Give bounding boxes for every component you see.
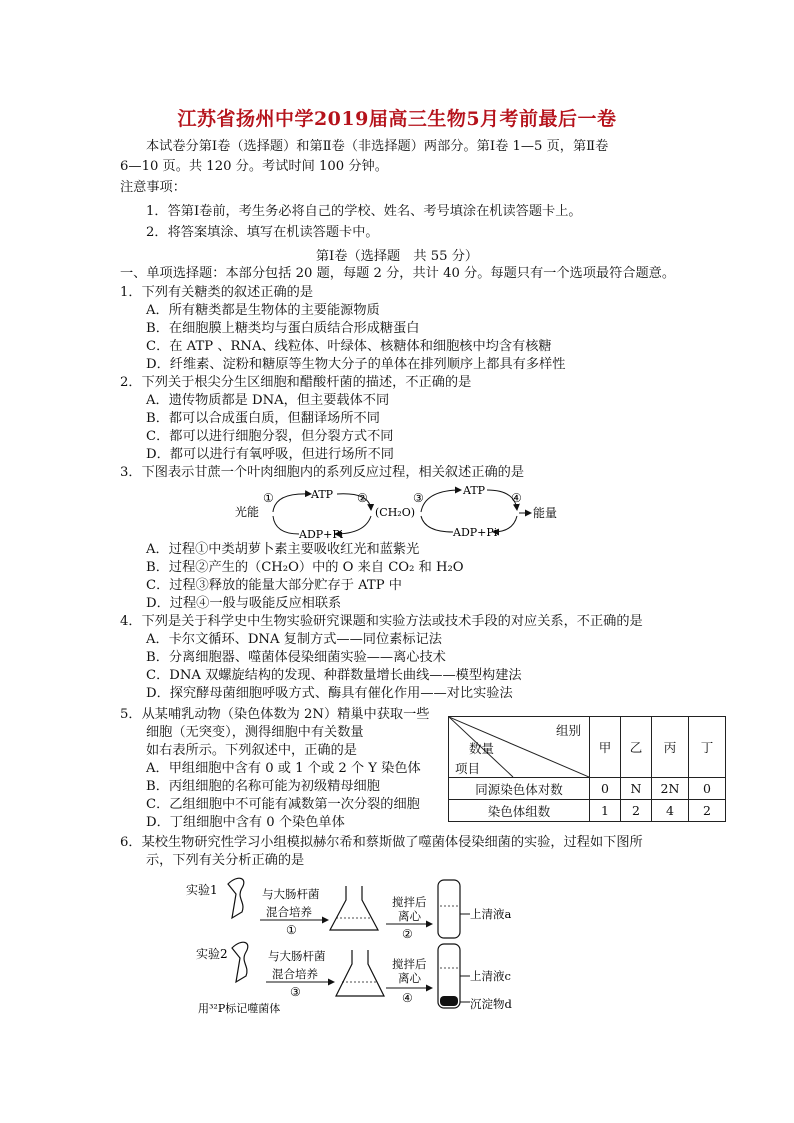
q5-option-d: D．丁组细胞中含有 0 个染色单体 bbox=[146, 815, 345, 830]
q4-option-b: B．分离细胞器、噬菌体侵染细菌实验——离心技术 bbox=[146, 650, 446, 665]
q5-table-header-cell bbox=[449, 717, 590, 778]
q5-row2-cell: 2 bbox=[689, 800, 726, 822]
q1-stem: 1．下列有关糖类的叙述正确的是 bbox=[120, 285, 314, 300]
q1-option-a: A．所有糖类都是生物体的主要能源物质 bbox=[146, 303, 380, 318]
q6-flask-1-icon bbox=[330, 886, 378, 930]
note-1: 1．答第Ⅰ卷前，考生务必将自己的学校、姓名、考号填涂在机读答题卡上。 bbox=[146, 204, 582, 219]
q5-hdr-group: 组别 bbox=[555, 723, 581, 738]
q2-option-c: C．都可以进行细胞分裂，但分裂方式不同 bbox=[146, 429, 394, 444]
q6-mix1-b: 混合培养 bbox=[266, 905, 312, 919]
q5-hdr-item: 项目 bbox=[455, 761, 481, 776]
q3-option-c: C．过程③释放的能量大部分贮存于 ATP 中 bbox=[146, 578, 402, 593]
exam-title: 江苏省扬州中学2019届高三生物5月考前最后一卷 bbox=[177, 108, 617, 130]
q6-supernatant-a: 上清液a bbox=[470, 907, 512, 921]
q5-col-jia: 甲 bbox=[590, 717, 621, 778]
q5-option-b: B．丙组细胞的名称可能为初级精母细胞 bbox=[146, 779, 380, 794]
q6-stir1-b: 离心 bbox=[398, 909, 421, 923]
q5-row1-cell: 0 bbox=[590, 778, 621, 800]
q5-row1-cell: 0 bbox=[689, 778, 726, 800]
q6-mix1-a: 与大肠杆菌 bbox=[262, 887, 320, 901]
q4-option-c: C．DNA 双螺旋结构的发现、种群数量增长曲线——模型构建法 bbox=[146, 668, 522, 683]
q6-sediment-d: 沉淀物d bbox=[470, 997, 512, 1011]
q2-option-b: B．都可以合成蛋白质，但翻译场所不同 bbox=[146, 411, 380, 426]
q6-supernatant-c: 上清液c bbox=[470, 969, 511, 983]
q4-stem: 4．下列是关于科学史中生物实验研究课题和实验方法或技术手段的对应关系，不正确的是 bbox=[120, 614, 643, 629]
q5-col-ding: 丁 bbox=[689, 717, 726, 778]
q6-stem-2: 示，下列有关分析正确的是 bbox=[146, 853, 305, 868]
q5-data-table bbox=[448, 716, 726, 822]
q3-adp-2: ADP+Pi bbox=[453, 526, 498, 539]
q5-row2-cell: 4 bbox=[652, 800, 689, 822]
q1-option-b: B．在细胞膜上糖类均与蛋白质结合形成糖蛋白 bbox=[146, 321, 420, 336]
q3-reaction-diagram bbox=[225, 482, 565, 544]
q3-step-2: ② bbox=[357, 491, 368, 505]
q6-phage-2-icon bbox=[232, 942, 248, 982]
q6-flask-2-icon bbox=[336, 950, 384, 996]
q6-experiment-diagram bbox=[186, 872, 546, 1022]
q6-mix2-b: 混合培养 bbox=[272, 967, 318, 981]
q6-stir2-a: 搅拌后 bbox=[392, 957, 427, 971]
q4-option-a: A．卡尔文循环、DNA 复制方式——同位素标记法 bbox=[146, 632, 442, 647]
q5-hdr-qty: 数量 bbox=[469, 741, 495, 756]
q3-adp-1: ADP+Pi bbox=[299, 528, 344, 541]
q5-row2-cell: 2 bbox=[621, 800, 652, 822]
q3-option-a: A．过程①中类胡萝卜素主要吸收红光和蓝紫光 bbox=[146, 542, 420, 557]
q5-row2-label: 染色体组数 bbox=[449, 800, 590, 822]
q3-atp-1: ATP bbox=[311, 488, 334, 501]
q6-stir2-b: 离心 bbox=[398, 971, 421, 985]
q2-stem: 2．下列关于根尖分生区细胞和醋酸杆菌的描述，不正确的是 bbox=[120, 375, 472, 390]
q6-stir1-a: 搅拌后 bbox=[392, 895, 427, 909]
q3-stem: 3．下图表示甘蔗一个叶肉细胞内的系列反应过程，相关叙述正确的是 bbox=[120, 465, 525, 480]
q6-tube-1-icon bbox=[438, 880, 460, 938]
q5-row1-cell: N bbox=[621, 778, 652, 800]
q2-option-a: A．遗传物质都是 DNA，但主要载体不同 bbox=[146, 393, 390, 408]
q3-energy-label: 能量 bbox=[533, 506, 558, 520]
q3-arrow-ch2o-atp bbox=[421, 490, 461, 512]
q3-arrow-adp2-back bbox=[421, 516, 453, 532]
q6-step-1: ① bbox=[286, 923, 297, 937]
q6-phage-1-icon bbox=[228, 878, 244, 918]
q6-step-3: ③ bbox=[290, 985, 301, 999]
q5-row2-cell: 1 bbox=[590, 800, 621, 822]
q4-option-d: D．探究酵母菌细胞呼吸方式、酶具有催化作用——对比实验法 bbox=[146, 686, 513, 701]
intro-line-1: 本试卷分第Ⅰ卷（选择题）和第Ⅱ卷（非选择题）两部分。第Ⅰ卷 1—5 页，第Ⅱ卷 bbox=[146, 139, 609, 154]
q5-stem-2: 细胞（无突变），测得细胞中有关数量 bbox=[146, 725, 364, 740]
q5-col-bing: 丙 bbox=[652, 717, 689, 778]
note-2: 2．将答案填涂、填写在机读答题卡中。 bbox=[146, 225, 379, 240]
q3-step-1: ① bbox=[263, 491, 274, 505]
q6-stem-1: 6．某校生物研究性学习小组模拟赫尔希和蔡斯做了噬菌体侵染细菌的实验，过程如下图所 bbox=[120, 835, 643, 850]
section-heading: 第Ⅰ卷（选择题 共 55 分） bbox=[315, 249, 479, 264]
q5-option-c: C．乙组细胞中不可能有减数第一次分裂的细胞 bbox=[146, 797, 420, 812]
q5-row1-cell: 2N bbox=[652, 778, 689, 800]
q6-exp2-label: 实验2 bbox=[196, 947, 228, 961]
q6-step-4: ④ bbox=[402, 991, 413, 1005]
q5-stem-3: 如右表所示。下列叙述中，正确的是 bbox=[146, 743, 357, 758]
q6-phage-label: 用³²P标记噬菌体 bbox=[198, 1002, 281, 1015]
q3-step-3: ③ bbox=[413, 491, 424, 505]
q6-tube-2-sediment bbox=[440, 996, 458, 1006]
q6-mix2-a: 与大肠杆菌 bbox=[268, 949, 326, 963]
q6-step-2: ② bbox=[402, 927, 413, 941]
q3-light-label: 光能 bbox=[235, 505, 260, 519]
q3-arrow-light-atp bbox=[273, 494, 311, 512]
q3-option-b: B．过程②产生的（CH₂O）中的 O 来自 CO₂ 和 H₂O bbox=[146, 560, 464, 575]
q5-stem-1: 5．从某哺乳动物（染色体数为 2N）精巢中获取一些 bbox=[120, 707, 430, 722]
q3-atp-2: ATP bbox=[463, 484, 486, 497]
notes-label: 注意事项： bbox=[120, 180, 186, 195]
q5-row1-label: 同源染色体对数 bbox=[449, 778, 590, 800]
q5-option-a: A．甲组细胞中含有 0 或 1 个或 2 个 Y 染色体 bbox=[146, 761, 421, 776]
q3-ch2o: (CH₂O) bbox=[375, 506, 416, 519]
q3-option-d: D．过程④一般与吸能反应相联系 bbox=[146, 596, 342, 611]
q1-option-d: D．纤维素、淀粉和糖原等生物大分子的单体在排列顺序上都具有多样性 bbox=[146, 357, 566, 372]
q1-option-c: C．在 ATP 、RNA、线粒体、叶绿体、核糖体和细胞核中均含有核糖 bbox=[146, 339, 552, 354]
q3-arrow-adp-back bbox=[273, 516, 299, 534]
q3-step-4: ④ bbox=[511, 491, 522, 505]
part-instructions: 一、单项选择题：本部分包括 20 题，每题 2 分，共计 40 分。每题只有一个选项最符合题意。 bbox=[120, 266, 676, 281]
intro-line-2: 6—10 页。共 120 分。考试时间 100 分钟。 bbox=[120, 159, 388, 174]
q6-exp1-label: 实验1 bbox=[186, 883, 218, 897]
q5-col-yi: 乙 bbox=[621, 717, 652, 778]
q2-option-d: D．都可以进行有氧呼吸，但进行场所不同 bbox=[146, 447, 394, 462]
